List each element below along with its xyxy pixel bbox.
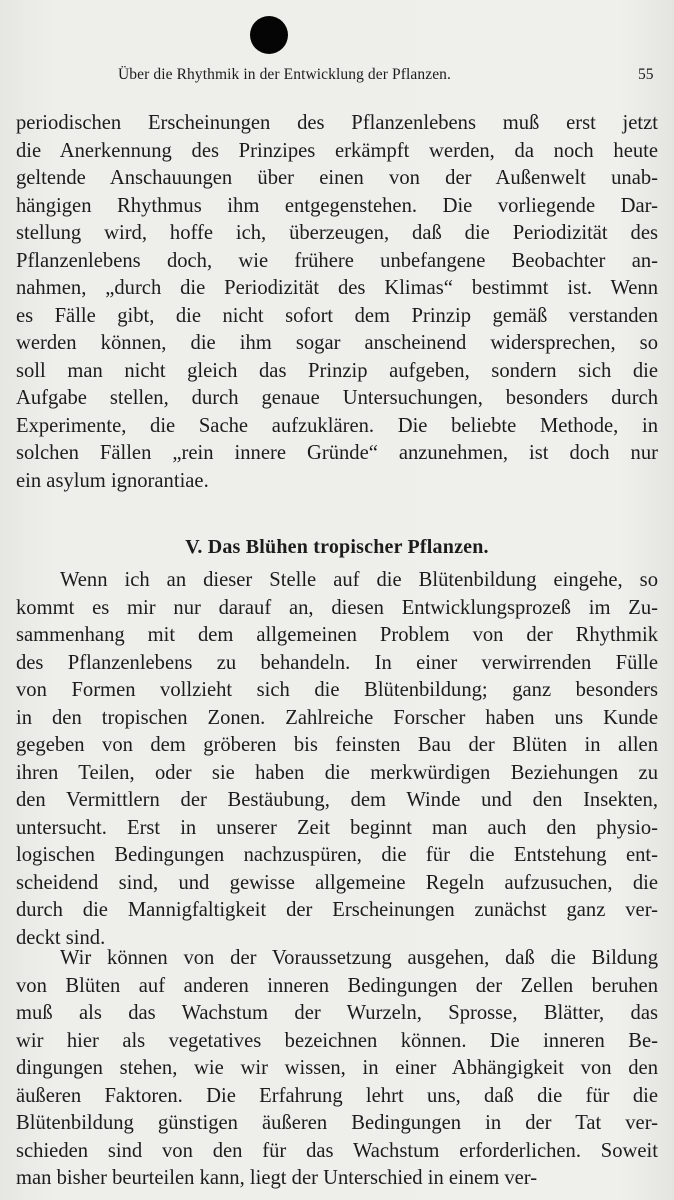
text-line: kommt es mir nur darauf an, diesen Entwicklungsprozeß im Zu- [16, 596, 658, 619]
text-line: äußeren Faktoren. Die Erfahrung lehrt uns, daß die für die [16, 1084, 658, 1107]
text-line: schieden sind von den für das Wachstum erforderlichen. Soweit [16, 1139, 658, 1162]
text-line: Experimente, die Sache aufzuklären. Die beliebte Methode, in [16, 414, 658, 437]
text-line: sammenhang mit dem allgemeinen Problem von der Rhythmik [16, 624, 658, 646]
text-line: Wenn ich an dieser Stelle auf die Blütenbildung eingehe, so [60, 569, 658, 591]
text-line: den Vermittlern der Bestäubung, dem Winde und den Insekten, [16, 789, 658, 811]
text-line: Blütenbildung günstigen äußeren Bedingungen in der Tat ver- [16, 1112, 658, 1134]
text-line: durch die Mannigfaltigkeit der Erscheinungen zunächst ganz ver- [16, 899, 658, 921]
text-line: es Fälle gibt, die nicht sofort dem Prinzip gemäß verstanden [16, 304, 658, 327]
text-line: man bisher beurteilen kann, liegt der Unterschied in einem ver- [16, 1167, 538, 1189]
text-line: muß als das Wachstum der Wurzeln, Sprosse, Blätter, das [16, 1002, 658, 1024]
text-line: scheidend sind, und gewisse allgemeine Regeln aufzusuchen, die [16, 871, 658, 894]
text-line: Wir können von der Voraussetzung ausgehen, daß die Bildung [60, 947, 658, 969]
text-line: ihren Teilen, oder sie haben die merkwürdigen Beziehungen zu [16, 761, 658, 784]
text-line: dingungen stehen, wie wir wissen, in einer Abhängigkeit von den [16, 1057, 658, 1079]
paragraph-1 [16, 110, 658, 495]
text-line: von Formen vollzieht sich die Blütenbildung; ganz besonders [16, 679, 658, 701]
text-line: werden können, die ihm sogar anscheinend widersprechen, so [16, 332, 658, 354]
text-line: gegeben von dem gröberen bis feinsten Bau der Blüten in allen [16, 734, 658, 756]
text-line: geltende Anschauungen über einen von der Außenwelt unab- [16, 167, 658, 189]
text-line: von Blüten auf anderen inneren Bedingungen der Zellen beruhen [16, 974, 658, 997]
punch-hole [250, 16, 288, 54]
text-line: periodischen Erscheinungen des Pflanzenlebens muß erst jetzt [16, 112, 658, 134]
running-head [0, 64, 674, 88]
section-heading: V. Das Blühen tropischer Pflanzen. [185, 536, 489, 558]
text-line: solchen Fällen „rein innere Gründe“ anzunehmen, ist doch nur [16, 442, 658, 464]
text-line: nahmen, „durch die Periodizität des Klimas“ bestimmt ist. Wenn [16, 277, 658, 299]
paragraph-2 [16, 567, 658, 952]
text-line: wir hier als vegetatives bezeichnen können. Die inneren Be- [16, 1029, 658, 1052]
text-line: Pflanzenlebens doch, wie frühere unbefangene Beobachter an- [16, 249, 658, 272]
page-number: 55 [638, 66, 654, 83]
text-line: des Pflanzenlebens zu behandeln. In einer verwirrenden Fülle [16, 651, 658, 674]
text-line: hängigen Rhythmus ihm entgegenstehen. Die vorliegende Dar- [16, 194, 658, 217]
text-line: logischen Bedingungen nachzuspüren, die für die Entstehung ent- [16, 844, 658, 866]
text-line: deckt sind. [16, 926, 106, 949]
text-line: stellung wird, hoffe ich, überzeugen, daß die Periodizität des [16, 222, 658, 244]
running-title: Über die Rhythmik in der Entwicklung der Pflanzen. [118, 66, 452, 83]
text-line: untersucht. Erst in unserer Zeit beginnt man auch den physio- [16, 816, 658, 839]
text-line: soll man nicht gleich das Prinzip aufgeben, sondern sich die [16, 359, 658, 382]
text-line: ein asylum ignorantiae. [16, 469, 209, 492]
text-line: Aufgabe stellen, durch genaue Untersuchungen, besonders durch [16, 387, 658, 409]
paragraph-3 [16, 945, 658, 1193]
text-line: in den tropischen Zonen. Zahlreiche Forscher haben uns Kunde [16, 706, 658, 729]
text-line: die Anerkennung des Prinzipes erkämpft werden, da noch heute [16, 139, 658, 162]
